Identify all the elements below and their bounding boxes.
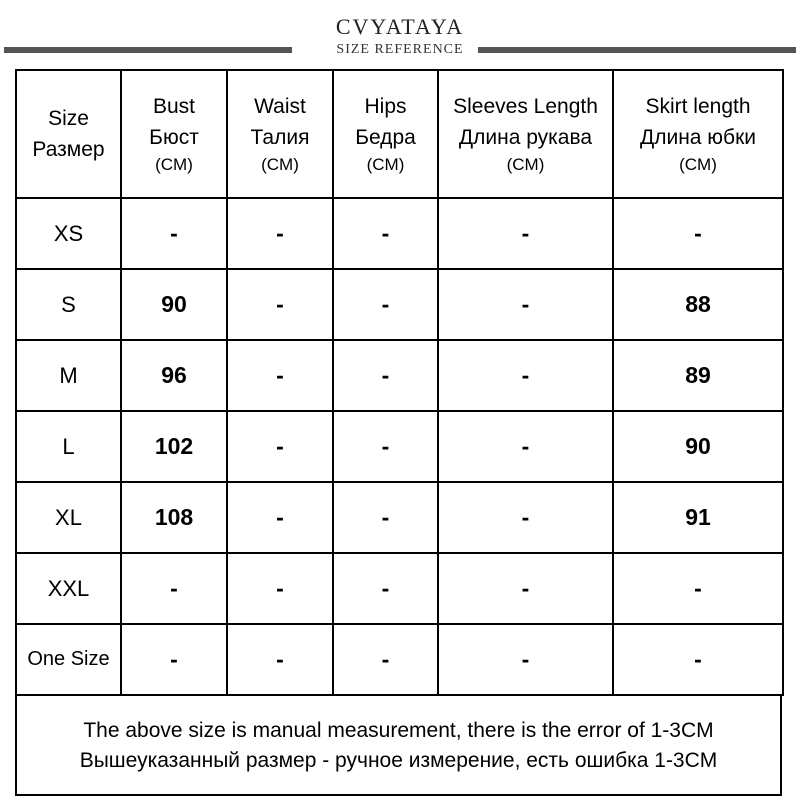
- sleeves-length-cell: -: [438, 482, 613, 553]
- hips-cell: -: [333, 624, 438, 695]
- col-header-label-ru: Длина юбки: [639, 126, 756, 149]
- size-cell: M: [16, 340, 121, 411]
- size-cell: XS: [16, 198, 121, 269]
- size-reference-subtitle: SIZE REFERENCE: [336, 42, 464, 57]
- waist-cell: -: [227, 198, 333, 269]
- hips-cell: -: [333, 411, 438, 482]
- sleeves-length-cell: -: [438, 411, 613, 482]
- col-header-label-ru: Размер: [32, 138, 105, 161]
- sleeves-length-cell: -: [438, 198, 613, 269]
- bust-cell: 102: [121, 411, 227, 482]
- col-header-label: Sleeves Length: [453, 95, 598, 118]
- table-row-xl: [16, 482, 783, 553]
- sleeves-length-cell: -: [438, 340, 613, 411]
- col-header-unit: (CM): [155, 155, 193, 174]
- skirt-length-cell: -: [613, 553, 783, 624]
- size-table: [15, 69, 784, 696]
- waist-cell: -: [227, 411, 333, 482]
- col-header-skirt-length: [613, 70, 783, 198]
- col-header-size: [16, 70, 121, 198]
- bust-cell: -: [121, 624, 227, 695]
- col-header-sleeves-length: [438, 70, 613, 198]
- col-header-bust: [121, 70, 227, 198]
- table-row-one-size: [16, 624, 783, 695]
- col-header-hips: [333, 70, 438, 198]
- bust-cell: -: [121, 198, 227, 269]
- col-header-unit: (CM): [506, 155, 545, 174]
- col-header-unit: (CM): [679, 155, 717, 174]
- col-header-label-ru: Длина рукава: [458, 126, 593, 149]
- col-header-label: Skirt length: [645, 95, 751, 118]
- sleeves-length-cell: -: [438, 269, 613, 340]
- size-cell: S: [16, 269, 121, 340]
- hips-cell: -: [333, 198, 438, 269]
- bust-cell: 96: [121, 340, 227, 411]
- bust-cell: 90: [121, 269, 227, 340]
- skirt-length-cell: 90: [613, 411, 783, 482]
- bust-cell: -: [121, 553, 227, 624]
- col-header-label-ru: Бедра: [355, 126, 416, 149]
- hips-cell: -: [333, 553, 438, 624]
- waist-cell: -: [227, 553, 333, 624]
- table-row-xxl: [16, 553, 783, 624]
- header-rule-right: [478, 47, 796, 53]
- size-cell: L: [16, 411, 121, 482]
- table-row-l: [16, 411, 783, 482]
- col-header-waist: [227, 70, 333, 198]
- size-reference-header: [0, 0, 800, 66]
- note-line-english: The above size is manual measurement, there is the error of 1-3CM: [83, 719, 714, 742]
- hips-cell: -: [333, 269, 438, 340]
- hips-cell: -: [333, 340, 438, 411]
- bust-cell: 108: [121, 482, 227, 553]
- note-line-russian: Вышеуказанный размер - ручное измерение, есть ошибка 1-3CM: [79, 749, 718, 772]
- waist-cell: -: [227, 269, 333, 340]
- size-cell: XXL: [16, 553, 121, 624]
- sleeves-length-cell: -: [438, 624, 613, 695]
- size-cell: One Size: [16, 624, 121, 695]
- col-header-unit: (CM): [366, 155, 405, 174]
- col-header-label: Bust: [152, 95, 196, 118]
- table-row-s: [16, 269, 783, 340]
- waist-cell: -: [227, 482, 333, 553]
- sleeves-length-cell: -: [438, 553, 613, 624]
- waist-cell: -: [227, 340, 333, 411]
- skirt-length-cell: -: [613, 624, 783, 695]
- skirt-length-cell: 91: [613, 482, 783, 553]
- col-header-label: Waist: [254, 95, 306, 118]
- waist-cell: -: [227, 624, 333, 695]
- skirt-length-cell: 89: [613, 340, 783, 411]
- col-header-label: Size: [48, 107, 89, 130]
- col-header-label: Hips: [364, 95, 407, 118]
- table-row-m: [16, 340, 783, 411]
- table-header-row: [16, 70, 783, 198]
- skirt-length-cell: 88: [613, 269, 783, 340]
- size-cell: XL: [16, 482, 121, 553]
- table-row-xs: [16, 198, 783, 269]
- col-header-unit: (CM): [261, 155, 299, 174]
- measurement-note: [15, 696, 782, 796]
- skirt-length-cell: -: [613, 198, 783, 269]
- col-header-label-ru: Бюст: [149, 126, 199, 149]
- brand-title: CVYATAYA: [335, 14, 465, 39]
- col-header-label-ru: Талия: [250, 126, 310, 149]
- hips-cell: -: [333, 482, 438, 553]
